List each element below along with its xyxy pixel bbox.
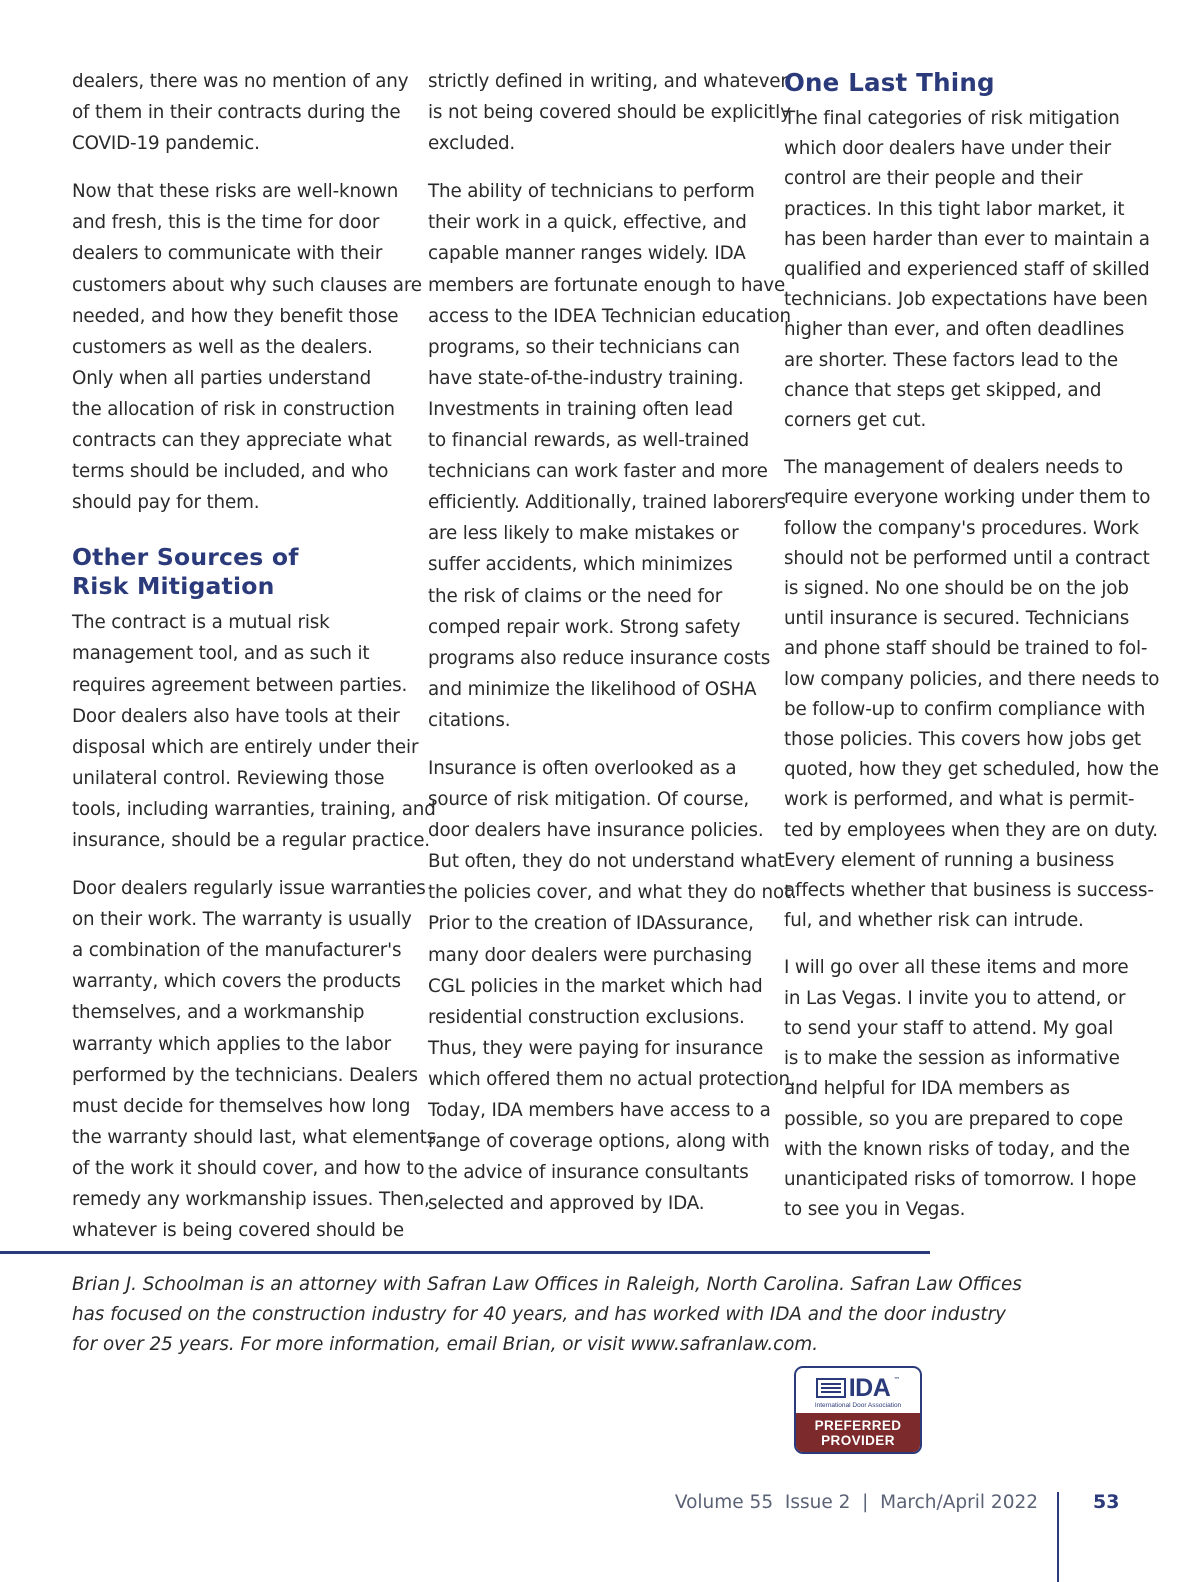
text-line: are less likely to make mistakes or bbox=[428, 523, 739, 545]
text-line: customers as well as the dealers. bbox=[72, 336, 373, 358]
section-heading-other-sources bbox=[72, 543, 412, 601]
text-line: and phone staff should be trained to fol- bbox=[784, 638, 1148, 660]
text-line: Today, IDA members have access to a bbox=[428, 1100, 771, 1121]
volume: Volume 55 bbox=[674, 1492, 774, 1513]
text-line: higher than ever, and often deadlines bbox=[784, 319, 1125, 341]
text-line: the warranty should last, what elements bbox=[72, 1126, 437, 1148]
text-line: CGL policies in the market which had bbox=[428, 975, 763, 997]
text-line: on their work. The warranty is usually bbox=[72, 909, 412, 931]
text-line: members are fortunate enough to have bbox=[428, 274, 786, 296]
text-line: I will go over all these items and more bbox=[784, 957, 1129, 979]
text-line: access to the IDEA Technician education bbox=[428, 305, 791, 327]
text-line: COVID-19 pandemic. bbox=[72, 133, 260, 155]
column-2 bbox=[428, 66, 797, 1219]
text-line: for over 25 years. For more information, email Brian, or visit www.safranlaw.com. bbox=[72, 1334, 819, 1355]
text-line: has been harder than ever to maintain a bbox=[784, 228, 1150, 250]
text-line: disposal which are entirely under their bbox=[72, 736, 419, 758]
text-line: affects whether that business is success- bbox=[784, 880, 1154, 902]
text-line: Other Sources of bbox=[72, 543, 299, 572]
text-line: Only when all parties understand bbox=[72, 367, 372, 389]
text-line: and fresh, this is the time for door bbox=[72, 212, 380, 234]
issue-info bbox=[675, 1492, 1038, 1513]
text-line: Prior to the creation of IDAssurance, bbox=[428, 913, 754, 935]
text-line: and helpful for IDA members as bbox=[784, 1078, 1070, 1100]
paragraph bbox=[428, 176, 791, 736]
paragraph bbox=[428, 753, 797, 1219]
text-line: But often, they do not understand what bbox=[428, 851, 785, 873]
text-line: their work in a quick, effective, and bbox=[428, 212, 747, 234]
text-line: require everyone working under them to bbox=[784, 487, 1151, 509]
text-line: with the known risks of today, and the bbox=[784, 1138, 1130, 1160]
badge-line-preferred: PREFERRED bbox=[814, 1418, 902, 1433]
text-line: qualified and experienced staff of skilled bbox=[784, 259, 1150, 281]
column-1 bbox=[72, 66, 437, 1246]
paragraph bbox=[428, 66, 791, 159]
text-line: practices. In this tight labor market, it bbox=[784, 198, 1125, 220]
text-line: has focused on the construction industry for 40 years, and has worked with IDA and the door industry bbox=[72, 1304, 1006, 1325]
text-line: many door dealers were purchasing bbox=[428, 944, 753, 966]
text-line: dealers to communicate with their bbox=[72, 243, 383, 265]
text-line: follow the company's procedures. Work bbox=[784, 517, 1139, 539]
text-line: Door dealers regularly issue warranties bbox=[72, 878, 426, 900]
text-line: The final categories of risk mitigation bbox=[784, 108, 1120, 129]
text-line: corners get cut. bbox=[784, 410, 927, 432]
text-line: tools, including warranties, training, and bbox=[72, 798, 436, 820]
text-line: door dealers have insurance policies. bbox=[428, 820, 764, 842]
text-line: Thus, they were paying for insurance bbox=[428, 1037, 764, 1059]
text-line: programs, so their technicians can bbox=[428, 336, 740, 358]
text-line: have state-of-the-industry training. bbox=[428, 367, 744, 389]
text-line: source of risk mitigation. Of course, bbox=[428, 789, 750, 811]
text-line: possible, so you are prepared to cope bbox=[784, 1108, 1124, 1130]
text-line: contracts can they appreciate what bbox=[72, 430, 392, 452]
text-line: of the work it should cover, and how to bbox=[72, 1157, 425, 1179]
text-line: selected and approved by IDA. bbox=[428, 1193, 705, 1215]
text-line: to send your staff to attend. My goal bbox=[784, 1017, 1114, 1039]
issue: Issue 2 bbox=[784, 1492, 851, 1513]
paragraph bbox=[784, 104, 1150, 436]
text-line: dealers, there was no mention of any bbox=[72, 71, 409, 92]
text-line: and minimize the likelihood of OSHA bbox=[428, 678, 757, 700]
text-line: a combination of the manufacturer's bbox=[72, 940, 402, 962]
text-line: Investments in training often lead bbox=[428, 398, 734, 420]
text-line: warranty, which covers the products bbox=[72, 971, 401, 993]
text-line: quoted, how they get scheduled, how the bbox=[784, 759, 1159, 781]
text-line: are shorter. These factors lead to the bbox=[784, 349, 1118, 371]
text-line: technicians. Job expectations have been bbox=[784, 289, 1148, 311]
text-line: performed by the technicians. Dealers bbox=[72, 1064, 418, 1086]
paragraph bbox=[72, 607, 436, 856]
text-line: excluded. bbox=[428, 133, 516, 155]
text-line: control are their people and their bbox=[784, 168, 1083, 190]
text-line: requires agreement between parties. bbox=[72, 674, 408, 696]
badge-logo-area bbox=[796, 1368, 920, 1413]
text-line: should pay for them. bbox=[72, 492, 260, 514]
text-line: whatever is being covered should be bbox=[72, 1220, 404, 1242]
text-line: Now that these risks are well-known bbox=[72, 181, 399, 203]
text-line: comped repair work. Strong safety bbox=[428, 616, 741, 638]
ida-logo bbox=[816, 1373, 901, 1402]
text-line: management tool, and as such it bbox=[72, 643, 370, 665]
text-line: range of coverage options, along with bbox=[428, 1131, 770, 1153]
text-line: the policies cover, and what they do not. bbox=[428, 882, 797, 904]
paragraph bbox=[72, 176, 422, 518]
text-line: unilateral control. Reviewing those bbox=[72, 767, 385, 789]
ida-logo-text: IDA bbox=[848, 1373, 891, 1402]
author-bio bbox=[72, 1270, 1022, 1360]
text-line: those policies. This covers how jobs get bbox=[784, 729, 1142, 751]
text-line: insurance, should be a regular practice. bbox=[72, 829, 430, 851]
text-line: The contract is a mutual risk bbox=[72, 612, 330, 634]
text-line: chance that steps get skipped, and bbox=[784, 379, 1102, 401]
text-line: The management of dealers needs to bbox=[784, 457, 1124, 479]
text-line: strictly defined in writing, and whatever bbox=[428, 71, 788, 92]
text-line: suffer accidents, which minimizes bbox=[428, 554, 733, 576]
text-line: must decide for themselves how long bbox=[72, 1095, 411, 1117]
text-line: to see you in Vegas. bbox=[784, 1199, 966, 1221]
text-line: technicians can work faster and more bbox=[428, 461, 768, 483]
text-line: programs also reduce insurance costs bbox=[428, 647, 771, 669]
badge-line-provider: PROVIDER bbox=[821, 1433, 895, 1448]
column-3 bbox=[784, 104, 1160, 1225]
text-line: themselves, and a workmanship bbox=[72, 1002, 365, 1024]
text-line: capable manner ranges widely. IDA bbox=[428, 243, 746, 265]
text-line: Brian J. Schoolman is an attorney with Safran Law Offices in Raleigh, North Carolina. Safran Law Offices bbox=[72, 1274, 1022, 1295]
text-line: which door dealers have under their bbox=[784, 138, 1111, 160]
text-line: of them in their contracts during the bbox=[72, 102, 401, 124]
text-line: terms should be included, and who bbox=[72, 461, 389, 483]
section-heading-one-last-thing: One Last Thing bbox=[784, 68, 995, 97]
text-line: the allocation of risk in construction bbox=[72, 398, 395, 420]
text-line: unanticipated risks of tomorrow. I hope bbox=[784, 1168, 1137, 1190]
text-line: is signed. No one should be on the job bbox=[784, 578, 1129, 600]
text-line: the risk of claims or the need for bbox=[428, 585, 723, 607]
paragraph bbox=[72, 66, 412, 159]
text-line: until insurance is secured. Technicians bbox=[784, 608, 1130, 630]
issue-date: March/April 2022 bbox=[880, 1492, 1038, 1513]
text-line: ted by employees when they are on duty. bbox=[784, 819, 1158, 841]
text-line: efficiently. Additionally, trained laborers bbox=[428, 492, 786, 514]
paragraph bbox=[784, 453, 1160, 936]
text-line: is to make the session as informative bbox=[784, 1048, 1120, 1070]
bio-divider bbox=[0, 1251, 930, 1254]
text-line: be follow-up to confirm compliance with bbox=[784, 698, 1146, 720]
text-line: customers about why such clauses are bbox=[72, 274, 422, 296]
text-line: which offered them no actual protection. bbox=[428, 1068, 796, 1090]
text-line: Door dealers also have tools at their bbox=[72, 705, 400, 727]
text-line: low company policies, and there needs to bbox=[784, 668, 1160, 690]
text-line: Risk Mitigation bbox=[72, 572, 275, 601]
text-line: warranty which applies to the labor bbox=[72, 1033, 391, 1055]
page-number: 53 bbox=[1093, 1491, 1120, 1513]
trademark-symbol: ™ bbox=[893, 1375, 901, 1384]
association-name: International Door Association bbox=[814, 1401, 902, 1409]
text-line: The ability of technicians to perform bbox=[428, 181, 755, 203]
footer-separator: | bbox=[862, 1492, 869, 1513]
text-line: is not being covered should be explicitly bbox=[428, 102, 791, 124]
badge-label bbox=[796, 1413, 920, 1454]
text-line: Every element of running a business bbox=[784, 849, 1115, 871]
text-line: remedy any workmanship issues. Then, bbox=[72, 1189, 430, 1210]
text-line: citations. bbox=[428, 709, 511, 731]
text-line: ful, and whether risk can intrude. bbox=[784, 910, 1084, 932]
text-line: residential construction exclusions. bbox=[428, 1006, 745, 1028]
text-line: the advice of insurance consultants bbox=[428, 1162, 749, 1184]
footer-rule bbox=[1057, 1492, 1059, 1582]
text-line: in Las Vegas. I invite you to attend, or bbox=[784, 987, 1126, 1009]
paragraph bbox=[784, 953, 1137, 1225]
ida-preferred-provider-badge bbox=[794, 1366, 922, 1454]
text-line: needed, and how they benefit those bbox=[72, 305, 399, 327]
text-line: Insurance is often overlooked as a bbox=[428, 757, 737, 779]
text-line: should not be performed until a contract bbox=[784, 547, 1150, 569]
paragraph bbox=[72, 873, 437, 1246]
garage-door-icon bbox=[816, 1378, 846, 1398]
text-line: work is performed, and what is permit- bbox=[784, 789, 1135, 811]
text-line: to financial rewards, as well-trained bbox=[428, 430, 750, 452]
